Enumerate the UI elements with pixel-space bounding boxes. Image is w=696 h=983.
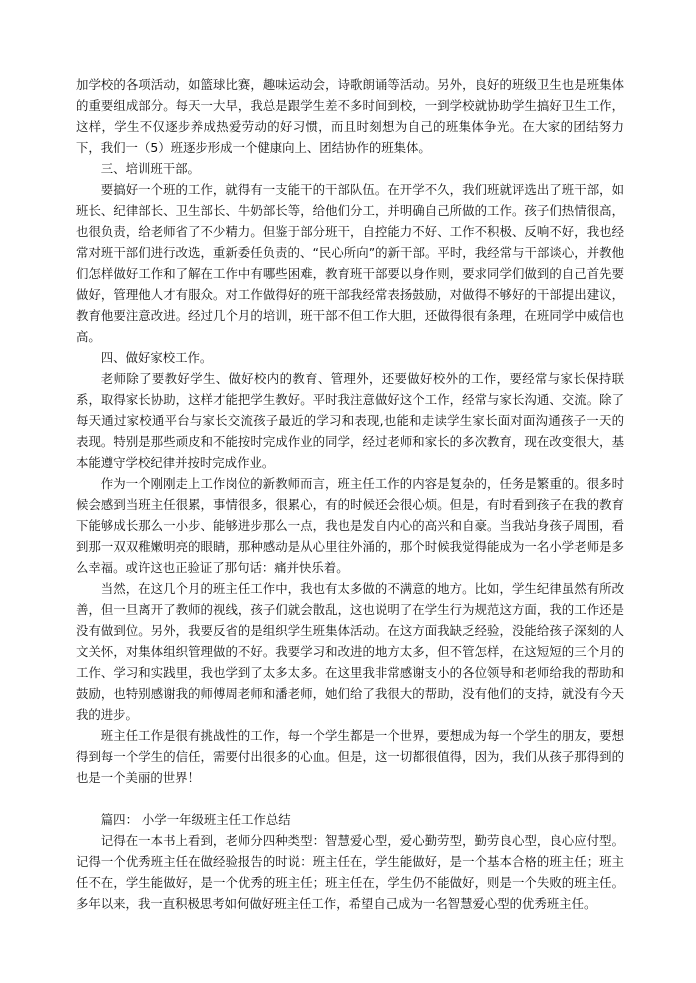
paragraph-part4-intro: 记得在一本书上看到，老师分四种类型：智慧爱心型，爱心勤劳型，勤劳良心型，良心应付型。记得一个优秀班主任在做经验报告的时说：班主任在，学生能做好，是一个基本合格的班主任；班主任不在，学生能做好，是一个优秀的班主任；班主任在，学生仍不能做好，则是一个失败的班主任。多年以来，我一直积极思考如何做好班主任工作，希望自己成为一名智慧爱心型的优秀班主任。 (76, 833, 624, 911)
part-title: 篇四： 小学一年级班主任工作总结 (100, 812, 291, 827)
document-page (76, 74, 624, 914)
paragraph-train-cadres: 要搞好一个班的工作，就得有一支能干的干部队伍。在开学不久，我们班就评选出了班干部，如班长、纪律部长、卫生部长、牛奶部长等，给他们分工，并明确自己所做的工作。孩子们热情很高，也很负责，给老师省了不少精力。但鉴于部分班干，自控能力不好、工作不积极、反响不好，我也经常对班干部们进行改选，重新委任负责的、“民心所向”的新干部。平时，我经常与干部谈心，并教他们怎样做好工作和了解在工作中有哪些困难，教育班干部要以身作则，要求同学们做到的自己首先要做好，管理他人才有服众。对工作做得好的班干部我经常表扬鼓励，对做得不够好的干部提出建议，教育他要注意改进。经过几个月的培训，班干部不但工作大胆，还做得很有条理，在班同学中威信也高。 (76, 182, 624, 344)
section-heading-train-cadres: 三、培训班干部。 (100, 161, 200, 176)
paragraph-home-school: 老师除了要教好学生、做好校内的教育、管理外，还要做好校外的工作，要经常与家长保持联系，取得家长协助，这样才能把学生教好。平时我注意做好这个工作，经常与家长沟通、交流。除了每天通过家校通平台与家长交流孩子最近的学习和表现,也能和走读学生家长面对面沟通孩子一天的表现。特别是那些顽皮和不能按时完成作业的同学，经过老师和家长的多次教育，现在改变很大，基本能遵守学校纪律并按时完成作业。 (76, 371, 624, 470)
paragraph-shortcomings: 当然，在这几个月的班主任工作中，我也有太多做的不满意的地方。比如，学生纪律虽然有所改善，但一旦离开了教师的视线，孩子们就会散乱，这也说明了在学生行为规范这方面，我的工作还是没有做到位。另外，我要反省的是组织学生班集体活动。在这方面我缺乏经验，没能给孩子深刻的人文关怀，对集体组织管理做的不好。我要学习和改进的地方太多，但不管怎样，在这短短的三个月的工作、学习和实践里，我也学到了太多太多。在这里我非常感谢支小的各位领导和老师给我的帮助和鼓励，也特别感谢我的师傅周老师和潘老师，她们给了我很大的帮助，没有他们的支持，就没有今天我的进步。 (76, 581, 624, 722)
paragraph-new-teacher: 作为一个刚刚走上工作岗位的新教师而言，班主任工作的内容是复杂的，任务是繁重的。很多时候会感到当班主任很累，事情很多，很累心，有的时候还会很心烦。但是，有时看到孩子在我的教育下能够成长那么一小步、能够进步那么一点，我也是发自内心的高兴和自豪。当我站身孩子周围，看到那一双双稚嫩明亮的眼睛，那种感动是从心里往外涌的，那个时候我觉得能成为一名小学老师是多么幸福。或许这也正验证了那句话：痛并快乐着。 (76, 476, 624, 575)
section-heading-home-school: 四、做好家校工作。 (100, 350, 213, 365)
paragraph-class-activities: 加学校的各项活动，如篮球比赛，趣味运动会，诗歌朗诵等活动。另外，良好的班级卫生也是班集体的重要组成部分。每天一大早，我总是跟学生差不多时间到校，一到学校就协助学生搞好卫生工作，这样，学生不仅逐步养成热爱劳动的好习惯，而且时刻想为自己的班集体争光。在大家的团结努力下，我们一（5）班逐步形成一个健康向上、团结协作的班集体。 (76, 77, 624, 155)
paragraph-conclusion: 班主任工作是很有挑战性的工作，每一个学生都是一个世界，要想成为每一个学生的朋友，要想得到每一个学生的信任，需要付出很多的心血。但是，这一切都很值得，因为，我们从孩子那得到的也是一个美丽的世界！ (76, 728, 624, 785)
section-spacer (76, 788, 624, 809)
